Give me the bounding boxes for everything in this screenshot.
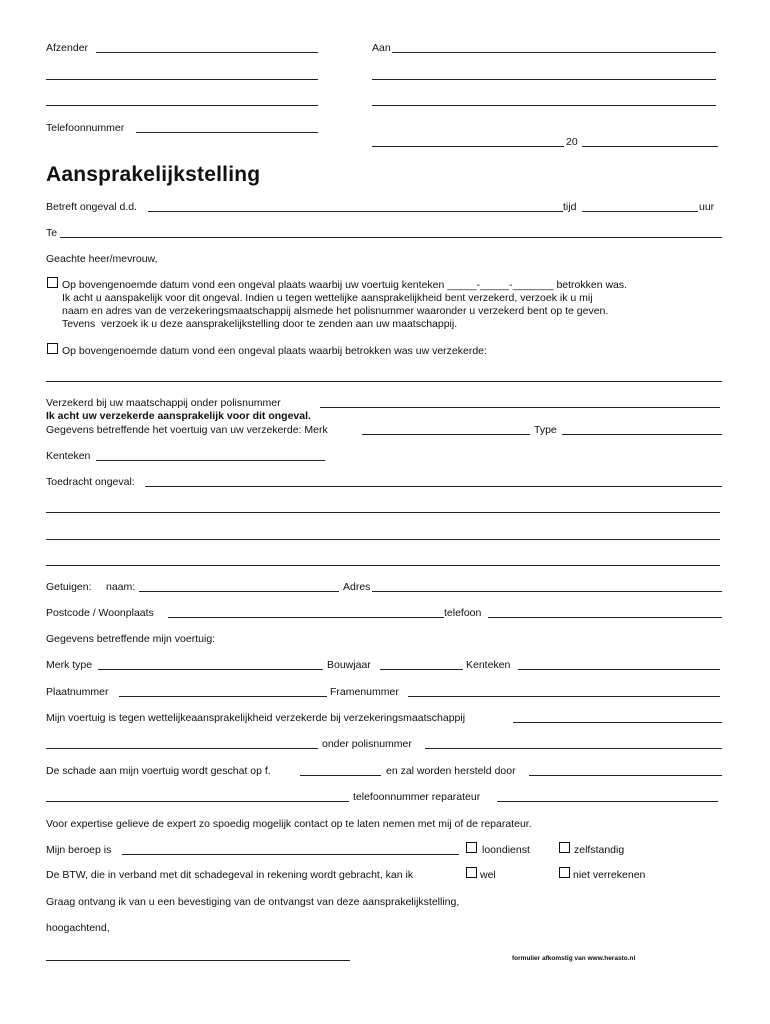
merk-verzekerde-field[interactable] bbox=[362, 434, 530, 435]
adres-label: Adres bbox=[343, 581, 371, 593]
toedracht-line-1[interactable] bbox=[145, 486, 722, 487]
polisnummer-mijn-field[interactable] bbox=[425, 748, 722, 749]
expertise-text: Voor expertise gelieve de expert zo spoedig mogelijk contact op te laten nemen met mij of de reparateur. bbox=[46, 818, 532, 830]
maatschappij-line-2[interactable] bbox=[46, 748, 318, 749]
option-1-line-2: Ik acht u aanspakelijk voor dit ongeval. Indien u tegen wettelijke aansprakelijkheid bent verzekerd, verzoek ik u mij bbox=[62, 292, 593, 304]
gegevens-mijn-label: Gegevens betreffende mijn voertuig: bbox=[46, 633, 216, 645]
afzender-field[interactable] bbox=[96, 52, 318, 53]
aan-label: Aan bbox=[372, 42, 391, 54]
place-field[interactable] bbox=[372, 146, 564, 147]
afzender-address-line-1[interactable] bbox=[46, 79, 318, 80]
verzekeringsmaatschappij-field[interactable] bbox=[513, 722, 722, 723]
hoogachtend-text: hoogachtend, bbox=[46, 922, 110, 934]
telefoonnummer-label: Telefoonnummer bbox=[46, 122, 125, 134]
footer-credit: formulier afkomstig van www.herasto.nl bbox=[512, 955, 636, 962]
afzender-label: Afzender bbox=[46, 42, 89, 54]
naam-label: naam: bbox=[106, 581, 136, 593]
type-label: Type bbox=[534, 424, 557, 436]
date-field[interactable] bbox=[582, 146, 718, 147]
bouwjaar-label: Bouwjaar bbox=[327, 659, 371, 671]
signature-field[interactable] bbox=[46, 960, 350, 961]
niet-checkbox[interactable] bbox=[559, 867, 570, 878]
kenteken-verzekerde-field[interactable] bbox=[96, 460, 325, 461]
tel-reparateur-field[interactable] bbox=[497, 801, 718, 802]
aan-address-line-2[interactable] bbox=[372, 105, 716, 106]
tijd-field[interactable] bbox=[582, 211, 698, 212]
option-1-line-4: Tevens verzoek ik u deze aansprakelijkstelling door te zenden aan uw maatschappij. bbox=[62, 318, 458, 330]
gegevens-verzekerde-label: Gegevens betreffende het voertuig van uw verzekerde: Merk bbox=[46, 424, 328, 436]
kenteken-mijn-field[interactable] bbox=[518, 669, 720, 670]
tel-reparateur-label: telefoonnummer reparateur bbox=[353, 791, 481, 803]
ongeval-datum-field[interactable] bbox=[148, 211, 563, 212]
postcode-label: Postcode / Woonplaats bbox=[46, 607, 154, 619]
verzekerde-field[interactable] bbox=[46, 381, 722, 382]
option-1-checkbox[interactable] bbox=[47, 277, 58, 288]
te-label: Te bbox=[46, 227, 58, 239]
kenteken-label: Kenteken bbox=[46, 450, 91, 462]
option-2-checkbox[interactable] bbox=[47, 343, 58, 354]
telefoon-field[interactable] bbox=[488, 617, 722, 618]
toedracht-line-4[interactable] bbox=[46, 565, 720, 566]
beroep-field[interactable] bbox=[122, 854, 459, 855]
plaatnummer-field[interactable] bbox=[119, 696, 327, 697]
toedracht-line-2[interactable] bbox=[46, 512, 720, 513]
afzender-address-line-2[interactable] bbox=[46, 105, 318, 106]
wel-checkbox[interactable] bbox=[466, 867, 477, 878]
option-1-line-3: naam en adres van de verzekeringsmaatschappij alsmede het polisnummer waaronder u verzekerd bent op te geven. bbox=[62, 305, 609, 317]
verzekerd-label: Verzekerd bij uw maatschappij onder polisnummer bbox=[46, 397, 281, 409]
hersteld-label: en zal worden hersteld door bbox=[386, 765, 516, 777]
hersteld-door-field[interactable] bbox=[529, 775, 722, 776]
wel-label: wel bbox=[480, 869, 496, 881]
type-verzekerde-field[interactable] bbox=[562, 434, 722, 435]
merk-type-field[interactable] bbox=[98, 669, 323, 670]
niet-verrekenen-label: niet verrekenen bbox=[573, 869, 646, 881]
telefoonnummer-field[interactable] bbox=[136, 132, 318, 133]
aan-address-line-1[interactable] bbox=[372, 79, 716, 80]
getuigen-label: Getuigen: bbox=[46, 581, 92, 593]
uur-label: uur bbox=[699, 201, 715, 213]
te-field[interactable] bbox=[60, 237, 722, 238]
merk-type-label: Merk type bbox=[46, 659, 93, 671]
salutation: Geachte heer/mevrouw, bbox=[46, 253, 158, 265]
option-1-line-1: Op bovengenoemde datum vond een ongeval plaats waarbij uw voertuig kenteken _____-_____-_______ betrokken was. bbox=[62, 279, 628, 291]
kenteken-mijn-label: Kenteken bbox=[466, 659, 511, 671]
plaatnummer-label: Plaatnummer bbox=[46, 686, 109, 698]
loondienst-checkbox[interactable] bbox=[466, 842, 477, 853]
framenummer-field[interactable] bbox=[408, 696, 720, 697]
betreft-label: Betreft ongeval d.d. bbox=[46, 201, 138, 213]
page-title: Aansprakelijkstelling bbox=[46, 163, 261, 186]
schade-bedrag-field[interactable] bbox=[300, 775, 381, 776]
zelfstandig-checkbox[interactable] bbox=[559, 842, 570, 853]
framenummer-label: Framenummer bbox=[330, 686, 399, 698]
onder-polis-label: onder polisnummer bbox=[322, 738, 412, 750]
reparateur-field[interactable] bbox=[46, 801, 349, 802]
year-prefix: 20 bbox=[566, 136, 578, 148]
loondienst-label: loondienst bbox=[482, 844, 530, 856]
beroep-label: Mijn beroep is bbox=[46, 844, 112, 856]
postcode-field[interactable] bbox=[168, 617, 444, 618]
toedracht-label: Toedracht ongeval: bbox=[46, 476, 135, 488]
tijd-label: tijd bbox=[563, 201, 577, 213]
verzekerd-bij-label: Mijn voertuig is tegen wettelijkeaansprakelijkheid verzekerde bij verzekeringsmaatschappij bbox=[46, 712, 466, 724]
bouwjaar-field[interactable] bbox=[380, 669, 463, 670]
acht-verzekerde-text: Ik acht uw verzekerde aansprakelijk voor dit ongeval. bbox=[46, 410, 311, 422]
aan-field[interactable] bbox=[392, 52, 716, 53]
telefoon-label: telefoon bbox=[444, 607, 482, 619]
polisnummer-verzekerde-field[interactable] bbox=[320, 407, 720, 408]
schade-label: De schade aan mijn voertuig wordt geschat op f. bbox=[46, 765, 271, 777]
option-2-text: Op bovengenoemde datum vond een ongeval plaats waarbij betrokken was uw verzekerde: bbox=[62, 345, 487, 357]
btw-label: De BTW, die in verband met dit schadegeval in rekening wordt gebracht, kan ik bbox=[46, 869, 414, 881]
toedracht-line-3[interactable] bbox=[46, 539, 720, 540]
getuige-naam-field[interactable] bbox=[139, 591, 339, 592]
zelfstandig-label: zelfstandig bbox=[574, 844, 625, 856]
bevestiging-text: Graag ontvang ik van u een bevestiging van de ontvangst van deze aansprakelijkstelling, bbox=[46, 896, 460, 908]
getuige-adres-field[interactable] bbox=[372, 591, 722, 592]
